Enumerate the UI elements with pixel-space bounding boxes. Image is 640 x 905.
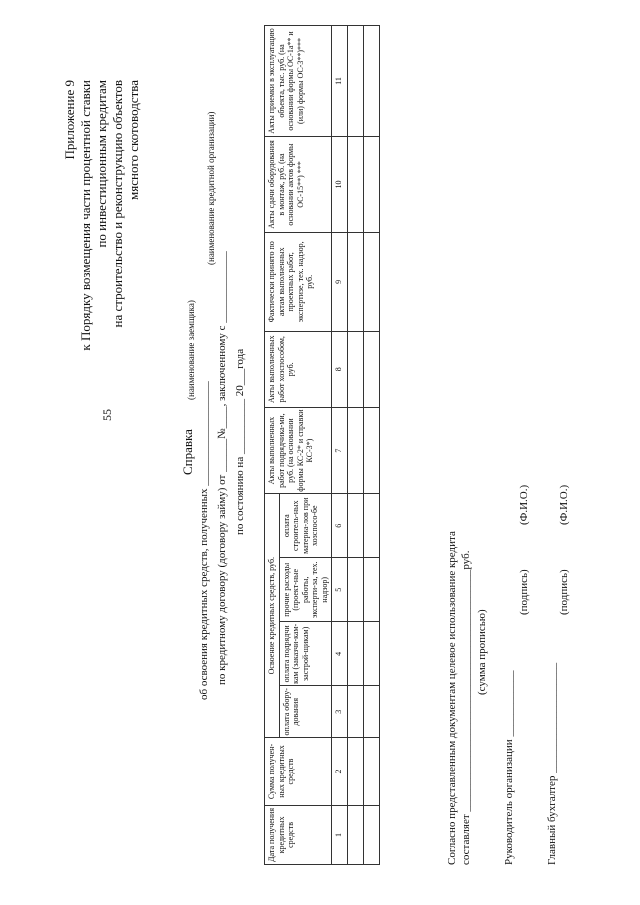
footer-accountant: Главный бухгалтер ____________________	[546, 662, 558, 865]
header-acts-own: Акты выполненных работ хозспособом, руб.	[265, 331, 332, 407]
footer-agree: Согласно представленным документам целевое использование кредита	[446, 531, 458, 865]
col-number: 5	[332, 558, 348, 622]
header-equipment-acts: Акты сдачи оборудования в монтаж, руб. (на основании актов формы ОС-15**) ***	[265, 136, 332, 232]
table-row	[364, 26, 380, 865]
header-contractors: оплата подрядчи кам (заказчи-кам-застрой-щикам)	[279, 622, 332, 686]
col-number: 7	[332, 407, 348, 493]
header-group: Освоение кредитных средств, руб.	[265, 494, 280, 738]
col-number: 8	[332, 331, 348, 407]
appendix-line: мясного скотоводства	[126, 80, 141, 200]
bank-note: (наименование кредитной организации)	[206, 111, 216, 265]
header-other: прочие расходы (проект-ные работы, эксперти-за, тех. надзор)	[279, 558, 332, 622]
footer-head: Руководитель организации ____________	[503, 670, 515, 865]
footer-fio: (Ф.И.О.)	[518, 484, 530, 525]
header-equipment: оплата обору-дования	[279, 686, 332, 738]
header-acceptance-acts: Акты приемки в эксплуатацию объекта, тыс. руб. (на основании формы ОС-1а** и (или) формы ОС-3**)***	[265, 26, 332, 137]
footer-constitutes: составляет ____________________________________________руб.	[460, 550, 472, 865]
page-number: 55	[100, 409, 114, 421]
col-number: 9	[332, 233, 348, 332]
borrower-note: (наименование заемщика)	[186, 300, 196, 400]
appendix-line: Приложение 9	[62, 80, 77, 160]
col-number: 2	[332, 738, 348, 806]
footer-fio-2: (Ф.И.О.)	[558, 484, 570, 525]
appendix-line: на строительство и реконструкцию объектов	[110, 80, 125, 328]
table-row	[348, 26, 364, 865]
appendix-line: по инвестиционным кредитам	[94, 80, 109, 248]
table-row	[332, 26, 348, 865]
col-number: 6	[332, 494, 348, 558]
col-number: 11	[332, 26, 348, 137]
header-acts-contractors: Акты выполненных работ подрядчика-ми, руб. (на основании формы КС-2* и справки КС-3*)	[265, 407, 332, 493]
header-accepted: Фактически принято по актам выполненных проектных работ, экспертизе, тех. надзор, руб.	[265, 233, 332, 332]
credit-usage-table	[264, 25, 380, 865]
header-materials: оплата строитель-ных материа-лов при хозспосо-бе	[279, 494, 332, 558]
title-line-4: по состоянию на __________ 20___года	[234, 348, 246, 535]
col-number: 10	[332, 136, 348, 232]
col-number: 4	[332, 622, 348, 686]
footer-signature: (подпись)	[518, 569, 530, 615]
document-title: Справка	[180, 429, 195, 475]
col-number: 3	[332, 686, 348, 738]
title-line-2: об освоения кредитных средств, полученных ___________________	[198, 381, 210, 700]
header-sum: Сумма получен-ных кредитных средств	[265, 738, 332, 806]
appendix-header	[62, 80, 142, 351]
col-number: 1	[332, 805, 348, 864]
footer-signature-2: (подпись)	[558, 569, 570, 615]
footer-sum-words: (сумма прописью)	[476, 609, 488, 695]
appendix-line: к Порядку возмещения части процентной ставки	[78, 80, 93, 351]
title-line-3: по кредитному договору (договору займу) от ______№____, заключенному с _____________	[216, 251, 228, 685]
header-date: Дата получения кредитных средств	[265, 805, 332, 864]
